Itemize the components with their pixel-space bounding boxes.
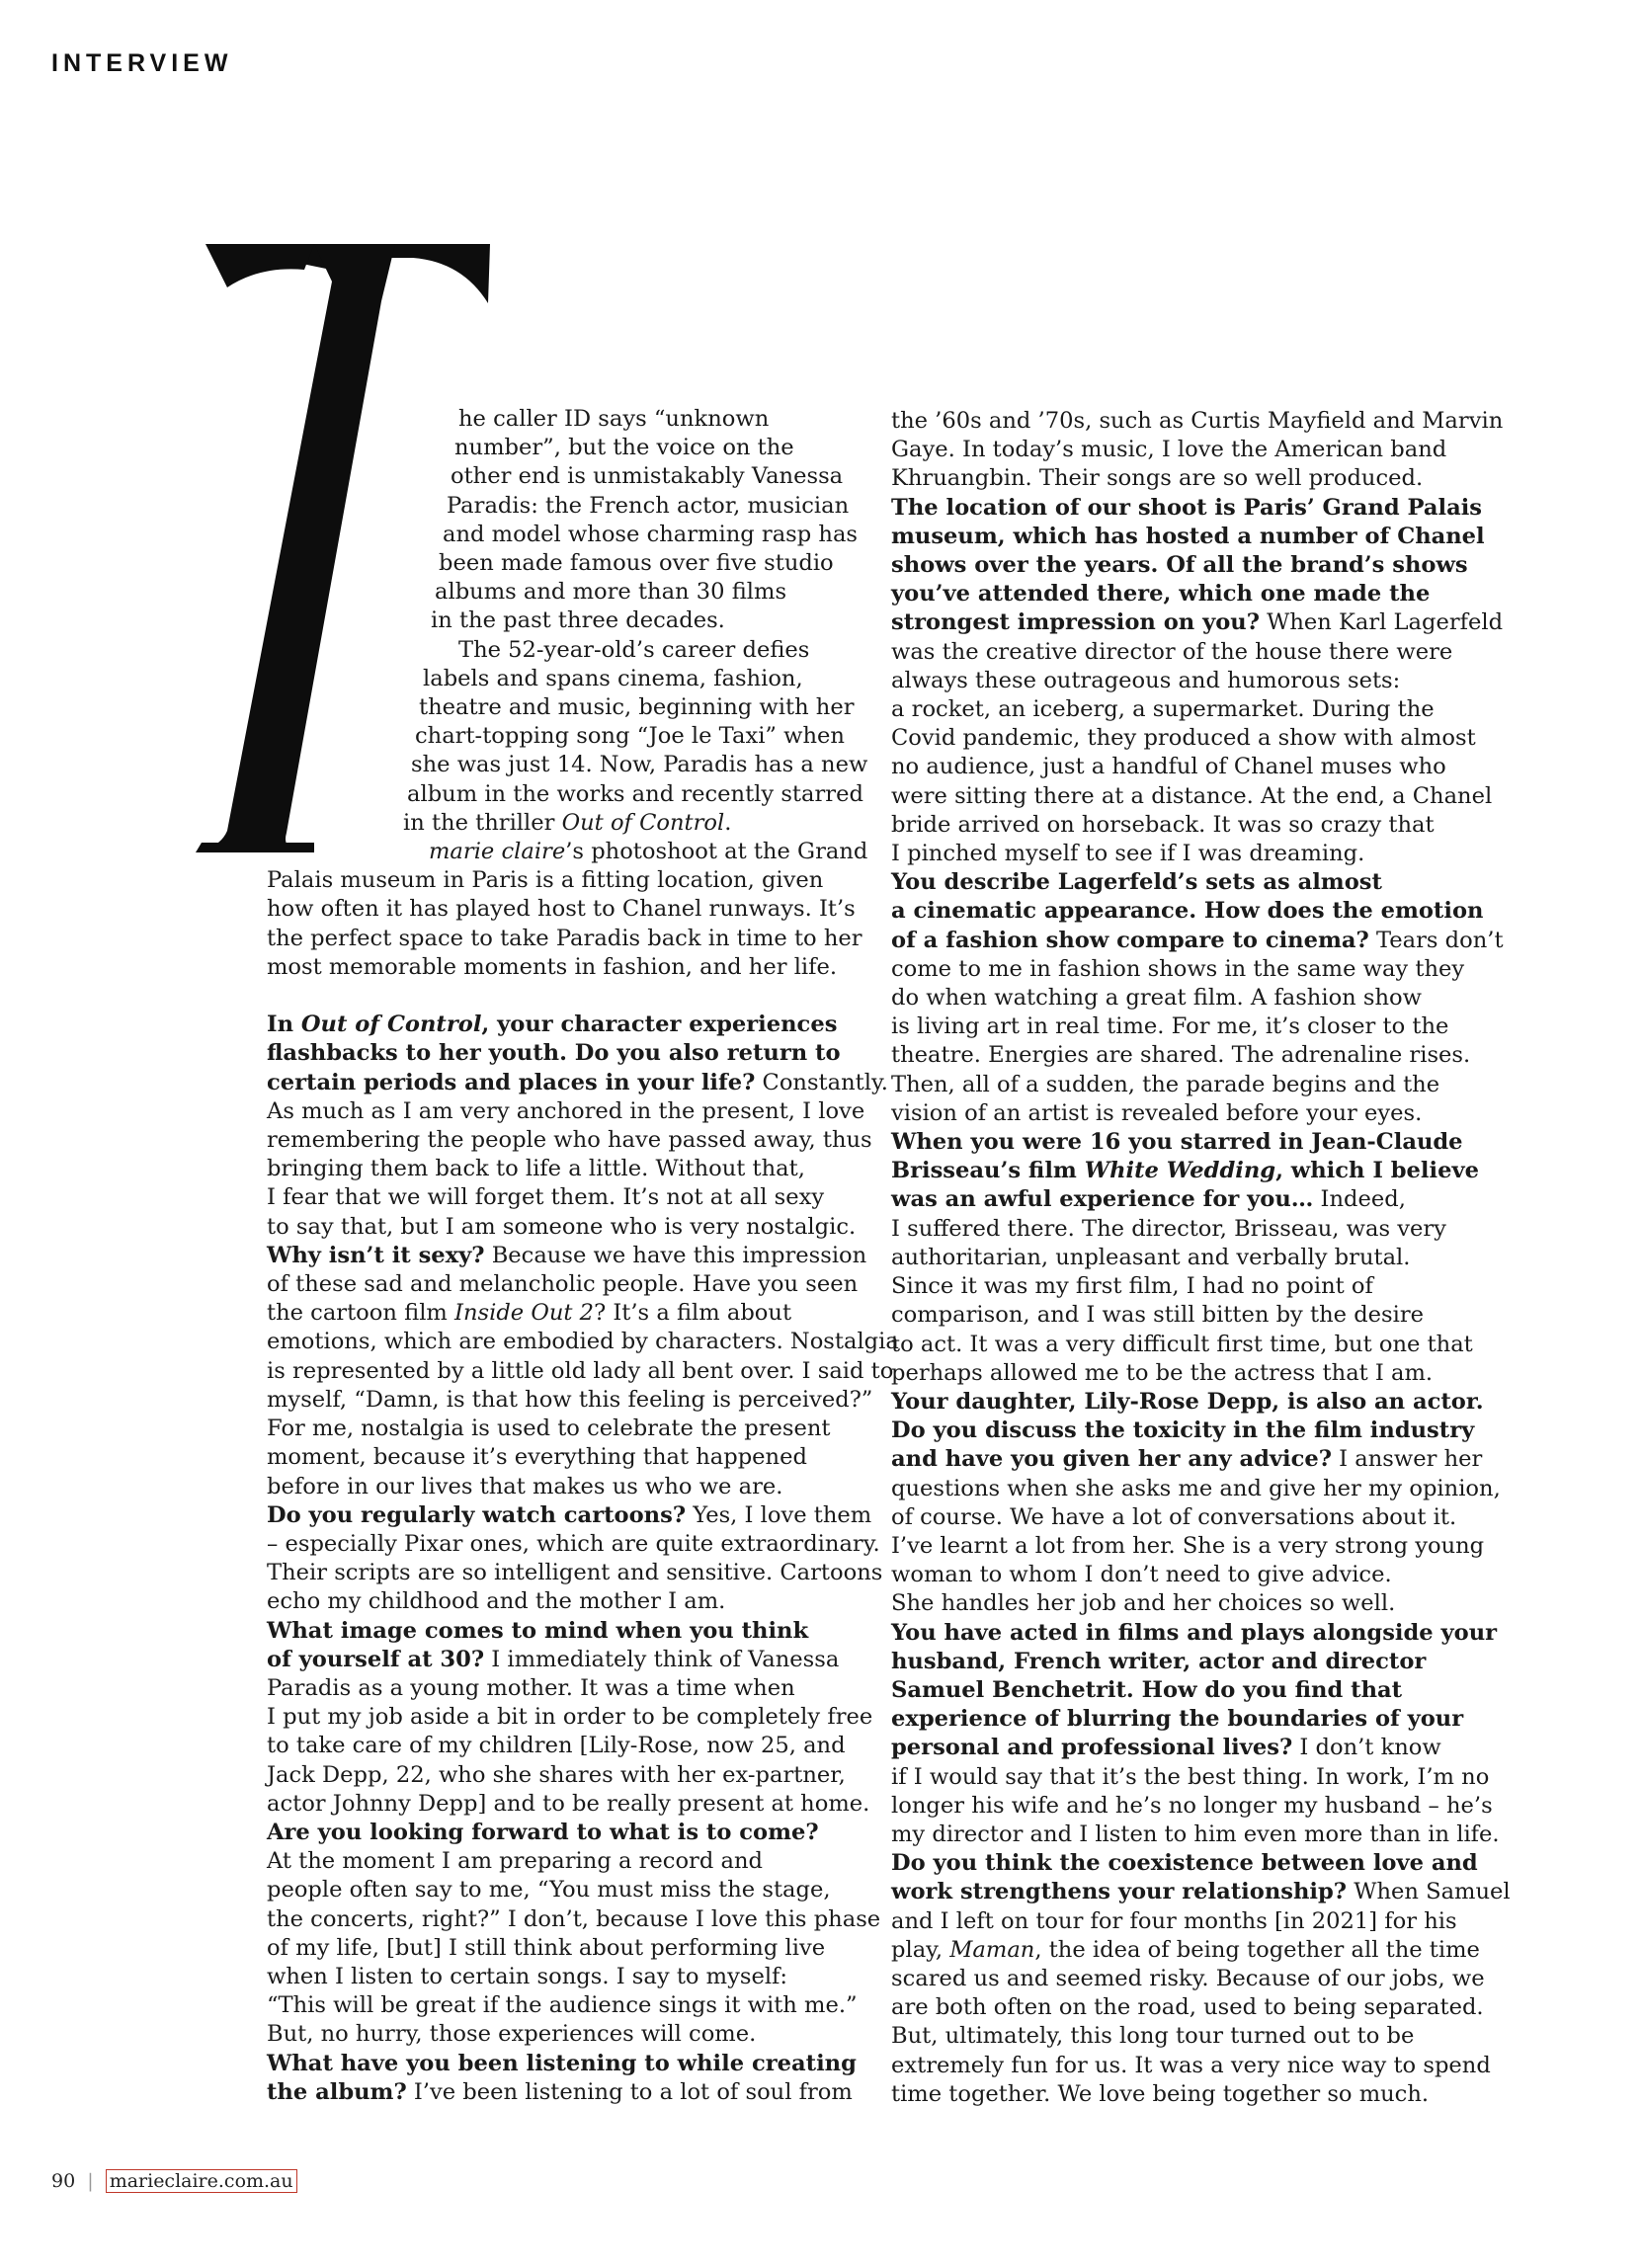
site-url[interactable]: marieclaire.com.au — [106, 2169, 297, 2193]
text-line — [891, 1475, 1523, 1503]
text-line — [891, 1936, 1523, 1965]
text-run: of these sad and melancholic people. Have you seen — [267, 1271, 859, 1298]
text-run: The location of our shoot is Paris’ Grand Palais — [891, 494, 1483, 521]
text-line — [267, 1213, 899, 1242]
text-line — [891, 667, 1523, 695]
text-line — [891, 1503, 1523, 1532]
text-run: You describe Lagerfeld’s sets as almost — [891, 869, 1382, 896]
text-line — [891, 1792, 1523, 1821]
text-line — [267, 2078, 899, 2107]
text-run: a rocket, an iceberg, a supermarket. During the — [891, 696, 1435, 723]
text-run: time together. We love being together so much. — [891, 2080, 1430, 2107]
text-run: Constantly. — [755, 1069, 888, 1095]
text-run: in the thriller — [403, 809, 562, 836]
text-run: extremely fun for us. It was a very nice way to spend — [891, 2052, 1491, 2078]
text-run: a cinematic appearance. How does the emotion — [891, 898, 1484, 925]
text-run: theatre and music, beginning with her — [419, 694, 855, 721]
text-run: you’ve attended there, which one made the — [891, 581, 1431, 608]
page-number: 90 — [51, 2170, 76, 2192]
text-run: and have you given her any advice? — [891, 1446, 1332, 1473]
text-line — [267, 1473, 899, 1501]
text-line — [267, 1819, 899, 1847]
text-run: What image comes to mind when you think — [267, 1617, 809, 1644]
text-run: ? It’s a film about — [594, 1300, 792, 1327]
text-run: questions when she asks me and give her my opinion, — [891, 1475, 1501, 1501]
text-run: and model whose charming rasp has — [443, 521, 859, 547]
text-line — [891, 1705, 1523, 1734]
text-run: Their scripts are so intelligent and sensitive. Cartoons — [267, 1560, 883, 1586]
text-run: scared us and seemed risky. Because of our jobs, we — [891, 1965, 1485, 1991]
text-run: before in our lives that makes us who we are. — [267, 1473, 783, 1499]
text-line — [267, 2020, 899, 2049]
text-run: to say that, but I am someone who is very nostalgic. — [267, 1213, 857, 1240]
text-run: emotions, which are embodied by characters. Nostalgia — [267, 1329, 899, 1355]
text-line — [891, 811, 1523, 840]
text-run: – especially Pixar ones, which are quite extraordinary. — [267, 1530, 880, 1557]
text-run: marie claire — [429, 839, 566, 865]
text-line — [891, 1041, 1523, 1070]
text-line — [891, 1388, 1523, 1417]
text-run: if I would say that it’s the best thing. In work, I’m no — [891, 1763, 1490, 1790]
text-line — [891, 753, 1523, 781]
text-line — [891, 1359, 1523, 1388]
right-column — [891, 407, 1523, 2109]
text-line — [267, 1270, 899, 1299]
text-line — [267, 405, 899, 434]
intro-paragraph — [267, 405, 899, 866]
text-line — [891, 724, 1523, 753]
text-line — [891, 1417, 1523, 1445]
text-line — [267, 751, 899, 779]
text-run: Palais museum in Paris is a fitting location, given — [267, 867, 824, 894]
text-line — [267, 2050, 899, 2078]
text-run: the perfect space to take Paradis back in time to her — [267, 925, 862, 951]
text-line — [267, 1847, 899, 1876]
text-run: labels and spans cinema, fashion, — [423, 665, 803, 691]
text-line — [267, 1155, 899, 1183]
text-run: For me, nostalgia is used to celebrate the present — [267, 1416, 831, 1442]
text-run: , which I believe — [1275, 1158, 1479, 1184]
text-line — [267, 636, 899, 665]
text-run: in the past three decades. — [431, 608, 725, 634]
text-line — [267, 521, 899, 549]
text-run: Since it was my first film, I had no point of — [891, 1273, 1373, 1300]
text-run: of yourself at 30? — [267, 1646, 485, 1672]
text-run: Indeed, — [1313, 1186, 1406, 1213]
text-line — [891, 2052, 1523, 2080]
text-line — [267, 780, 899, 809]
text-run: comparison, and I was still bitten by the desire — [891, 1302, 1425, 1329]
text-run: bride arrived on horseback. It was so crazy that — [891, 811, 1435, 838]
text-line — [891, 436, 1523, 464]
text-run: when I listen to certain songs. I say to myself: — [267, 1963, 788, 1989]
text-run: woman to whom I don’t need to give advice. — [891, 1562, 1392, 1588]
text-run: Why isn’t it sexy? — [267, 1242, 485, 1268]
text-line — [891, 1561, 1523, 1589]
text-line — [891, 1071, 1523, 1099]
text-run: how often it has played host to Chanel runways. It’s — [267, 896, 856, 923]
text-line — [267, 1386, 899, 1415]
text-run: Do you regularly watch cartoons? — [267, 1501, 687, 1528]
text-run: Your daughter, Lily-Rose Depp, is also an actor. — [891, 1388, 1484, 1415]
text-line — [891, 927, 1523, 955]
text-run: Do you think the coexistence between love and — [891, 1850, 1478, 1877]
text-line — [891, 494, 1523, 523]
text-run: the album? — [267, 2078, 407, 2105]
text-line — [891, 580, 1523, 608]
text-line — [267, 1069, 899, 1097]
text-line — [267, 1559, 899, 1587]
text-run: I pinched myself to see if I was dreaming. — [891, 841, 1365, 867]
text-run: do when watching a great film. A fashion show — [891, 985, 1422, 1012]
text-line — [267, 1299, 899, 1328]
text-run: experience of blurring the boundaries of your — [891, 1706, 1464, 1733]
text-run: were sitting there at a distance. At the end, a Chanel — [891, 782, 1493, 809]
text-line — [267, 492, 899, 521]
text-line — [891, 1676, 1523, 1705]
text-run: vision of an artist is revealed before your eyes. — [891, 1099, 1423, 1126]
text-line — [891, 1878, 1523, 1906]
text-line — [267, 434, 899, 462]
text-run: chart-topping song “Joe le Taxi” when — [415, 723, 845, 750]
text-line — [267, 1732, 899, 1760]
text-line — [267, 1501, 899, 1530]
text-line — [267, 1790, 899, 1819]
text-line — [267, 925, 899, 953]
text-run: moment, because it’s everything that happened — [267, 1444, 807, 1471]
text-line — [267, 1905, 899, 1934]
text-run: personal and professional lives? — [891, 1735, 1293, 1761]
text-line — [891, 2022, 1523, 2051]
text-line — [891, 1619, 1523, 1648]
text-run: , your character experiences — [481, 1012, 838, 1038]
text-line — [891, 608, 1523, 637]
text-line — [267, 1097, 899, 1126]
text-line — [891, 1763, 1523, 1792]
text-run: myself, “Damn, is that how this feeling is perceived?” — [267, 1386, 873, 1413]
text-line — [891, 695, 1523, 724]
text-run: Out of Control — [300, 1012, 482, 1038]
text-line — [891, 1301, 1523, 1330]
text-line — [267, 578, 899, 607]
text-line — [267, 1011, 899, 1039]
text-run: Samuel Benchetrit. How do you find that — [891, 1676, 1403, 1703]
text-run: bringing them back to life a little. Without that, — [267, 1156, 805, 1182]
text-run: strongest impression on you? — [891, 609, 1260, 636]
text-run: Do you discuss the toxicity in the film industry — [891, 1418, 1475, 1444]
text-run: “This will be great if the audience sings it with me.” — [267, 1992, 858, 2019]
text-run: most memorable moments in fashion, and her life. — [267, 953, 838, 980]
text-run: flashbacks to her youth. Do you also return to — [267, 1040, 841, 1067]
text-run: albums and more than 30 films — [435, 579, 787, 606]
text-run: Brisseau’s film — [891, 1158, 1085, 1184]
text-run: of course. We have a lot of conversations about it. — [891, 1503, 1457, 1530]
text-run: . — [724, 809, 732, 836]
text-run: of my life, [but] I still think about performing live — [267, 1934, 826, 1961]
text-run: actor Johnny Depp] and to be really present at home. — [267, 1790, 870, 1817]
text-line — [267, 1934, 899, 1963]
text-line — [267, 1991, 899, 2020]
text-run: been made famous over five studio — [439, 550, 834, 577]
text-line — [267, 1415, 899, 1443]
text-run: is living art in real time. For me, it’s closer to the — [891, 1013, 1449, 1040]
text-run: and I left on tour for four months [in 2021] for his — [891, 1907, 1457, 1934]
text-run: Paradis: the French actor, musician — [447, 492, 850, 519]
text-run: museum, which has hosted a number of Chanel — [891, 523, 1485, 549]
text-line — [891, 1648, 1523, 1676]
text-line — [267, 1646, 899, 1674]
text-run: people often say to me, “You must miss the stage, — [267, 1877, 831, 1904]
text-line — [891, 897, 1523, 926]
text-run: of a fashion show compare to cinema? — [891, 927, 1369, 953]
text-line — [891, 2080, 1523, 2109]
text-line — [267, 1530, 899, 1559]
text-run: What have you been listening to while creating — [267, 2050, 857, 2076]
text-run: Paradis as a young mother. It was a time when — [267, 1674, 795, 1701]
text-line — [891, 984, 1523, 1012]
text-run: he caller ID says “unknown — [458, 406, 770, 432]
text-run: Covid pandemic, they produced a show with almost — [891, 725, 1476, 752]
text-line — [267, 693, 899, 722]
text-line — [891, 1849, 1523, 1878]
text-line — [267, 1617, 899, 1646]
text-line — [891, 638, 1523, 667]
text-line — [267, 1126, 899, 1155]
text-line — [891, 1272, 1523, 1301]
text-run: Because we have this impression — [484, 1242, 867, 1268]
text-run: I suffered there. The director, Brisseau, was very — [891, 1215, 1446, 1242]
text-line — [891, 955, 1523, 984]
text-line — [267, 722, 899, 751]
text-run: to take care of my children [Lily-Rose, now 25, and — [267, 1733, 846, 1759]
text-run: I don’t know — [1292, 1735, 1441, 1761]
text-line — [267, 1674, 899, 1703]
text-run: The 52-year-old’s career defies — [458, 636, 810, 663]
text-run: Yes, I love them — [686, 1501, 872, 1528]
text-run: album in the works and recently starred — [407, 780, 863, 807]
text-line — [891, 1157, 1523, 1185]
text-line — [267, 1183, 899, 1212]
text-run: I’ve been listening to a lot of soul from — [406, 2078, 853, 2105]
text-line — [267, 1587, 899, 1616]
text-line — [267, 866, 899, 895]
text-run: husband, French writer, actor and director — [891, 1648, 1427, 1674]
left-column — [267, 405, 899, 2107]
text-line — [267, 895, 899, 924]
text-run: work strengthens your relationship? — [891, 1879, 1348, 1905]
text-line — [891, 1589, 1523, 1618]
section-label: INTERVIEW — [51, 49, 233, 77]
text-run: the concerts, right?” I don’t, because I love this phase — [267, 1905, 881, 1932]
text-run: remembering the people who have passed away, thus — [267, 1127, 872, 1154]
text-line — [891, 1012, 1523, 1041]
text-run: She handles her job and her choices so well. — [891, 1590, 1396, 1617]
text-run: other end is unmistakably Vanessa — [451, 463, 844, 490]
text-line — [891, 1185, 1523, 1214]
text-run: At the moment I am preparing a record and — [267, 1848, 763, 1875]
text-line — [267, 549, 899, 578]
text-run: come to me in fashion shows in the same way they — [891, 955, 1465, 982]
text-line — [891, 1734, 1523, 1762]
text-line — [891, 1215, 1523, 1244]
text-run: was an awful experience for you… — [891, 1186, 1314, 1213]
text-line — [267, 838, 899, 866]
text-run: I put my job aside a bit in order to be completely free — [267, 1704, 873, 1731]
text-run: play, — [891, 1936, 950, 1963]
text-line — [891, 1993, 1523, 2022]
text-run: Out of Control — [561, 809, 725, 836]
text-line — [891, 1331, 1523, 1359]
footer-separator: | — [87, 2170, 94, 2192]
left-body — [267, 866, 899, 2107]
text-line — [267, 1328, 899, 1356]
text-line — [267, 1876, 899, 1904]
text-line — [267, 1357, 899, 1386]
text-run: White Wedding — [1084, 1158, 1276, 1184]
text-run: Tears don’t — [1368, 927, 1504, 953]
text-run: are both often on the road, used to being separated. — [891, 1994, 1484, 2021]
text-line — [891, 1244, 1523, 1272]
text-line — [267, 1039, 899, 1068]
text-run: longer his wife and he’s no longer my husband – he’s — [891, 1792, 1493, 1819]
text-line — [267, 665, 899, 693]
text-run: Inside Out 2 — [454, 1300, 595, 1327]
text-line — [891, 1128, 1523, 1157]
text-run: I answer her — [1331, 1446, 1483, 1473]
text-line — [891, 407, 1523, 436]
text-run: my director and I listen to him even more than in life. — [891, 1821, 1500, 1847]
text-run: Jack Depp, 22, who she shares with her ex-partner, — [267, 1761, 846, 1788]
text-run: theatre. Energies are shared. The adrenaline rises. — [891, 1042, 1471, 1069]
text-run: the ’60s and ’70s, such as Curtis Mayfield and Marvin — [891, 408, 1504, 434]
text-line — [267, 1761, 899, 1790]
text-run: echo my childhood and the mother I am. — [267, 1588, 726, 1615]
text-line — [891, 1445, 1523, 1474]
text-line — [891, 840, 1523, 868]
text-run: , the idea of being together all the time — [1034, 1936, 1480, 1963]
text-run: I immediately think of Vanessa — [484, 1646, 840, 1672]
text-run: was the creative director of the house there were — [891, 638, 1453, 665]
text-run: Maman — [949, 1936, 1035, 1963]
text-run: authoritarian, unpleasant and verbally brutal. — [891, 1244, 1411, 1270]
text-run: Are you looking forward to what is to come? — [267, 1819, 819, 1845]
right-body — [891, 407, 1523, 2109]
text-line — [267, 1242, 899, 1270]
text-line — [891, 1965, 1523, 1993]
text-line — [267, 982, 899, 1011]
text-run: is represented by a little old lady all bent over. I said to — [267, 1357, 894, 1384]
text-run: Khruangbin. Their songs are so well produced. — [891, 465, 1424, 492]
text-line — [891, 868, 1523, 897]
text-run: always these outrageous and humorous sets: — [891, 667, 1401, 693]
text-run: certain periods and places in your life? — [267, 1069, 756, 1095]
text-line — [267, 1703, 899, 1732]
text-run: When Samuel — [1347, 1879, 1511, 1905]
text-run: But, no hurry, those experiences will come. — [267, 2021, 757, 2048]
text-run: number”, but the voice on the — [454, 435, 794, 461]
text-line — [267, 1963, 899, 1991]
text-line — [891, 782, 1523, 811]
text-run: to act. It was a very difficult first time, but one that — [891, 1331, 1473, 1357]
text-line — [891, 1099, 1523, 1128]
text-run: But, ultimately, this long tour turned out to be — [891, 2023, 1415, 2050]
text-line — [891, 1532, 1523, 1561]
text-run: ’s photoshoot at the Grand — [565, 839, 868, 865]
text-line — [891, 523, 1523, 551]
page-footer — [51, 2170, 297, 2192]
text-line — [267, 607, 899, 635]
text-run: the cartoon film — [267, 1300, 455, 1327]
text-run: As much as I am very anchored in the present, I love — [267, 1097, 865, 1124]
text-run: no audience, just a handful of Chanel muses who — [891, 754, 1446, 780]
text-run: In — [267, 1012, 301, 1038]
text-line — [267, 462, 899, 491]
text-run: shows over the years. Of all the brand’s shows — [891, 552, 1468, 579]
text-run: You have acted in films and plays alongside your — [891, 1619, 1498, 1646]
text-line — [267, 1443, 899, 1472]
text-run: perhaps allowed me to be the actress that I am. — [891, 1359, 1434, 1386]
text-run: When you were 16 you starred in Jean-Claude — [891, 1129, 1463, 1156]
text-run: I fear that we will forget them. It’s not at all sexy — [267, 1184, 825, 1211]
text-line — [891, 464, 1523, 493]
text-line — [267, 809, 899, 838]
text-run: Then, all of a sudden, the parade begins and the — [891, 1071, 1440, 1097]
text-run: When Karl Lagerfeld — [1259, 609, 1504, 636]
text-line — [891, 1907, 1523, 1936]
text-line — [267, 953, 899, 982]
text-line — [891, 551, 1523, 580]
text-run: Gaye. In today’s music, I love the American band — [891, 437, 1447, 463]
text-run: I’ve learnt a lot from her. She is a very strong young — [891, 1532, 1485, 1559]
text-line — [891, 1821, 1523, 1849]
text-run: she was just 14. Now, Paradis has a new — [411, 752, 868, 778]
